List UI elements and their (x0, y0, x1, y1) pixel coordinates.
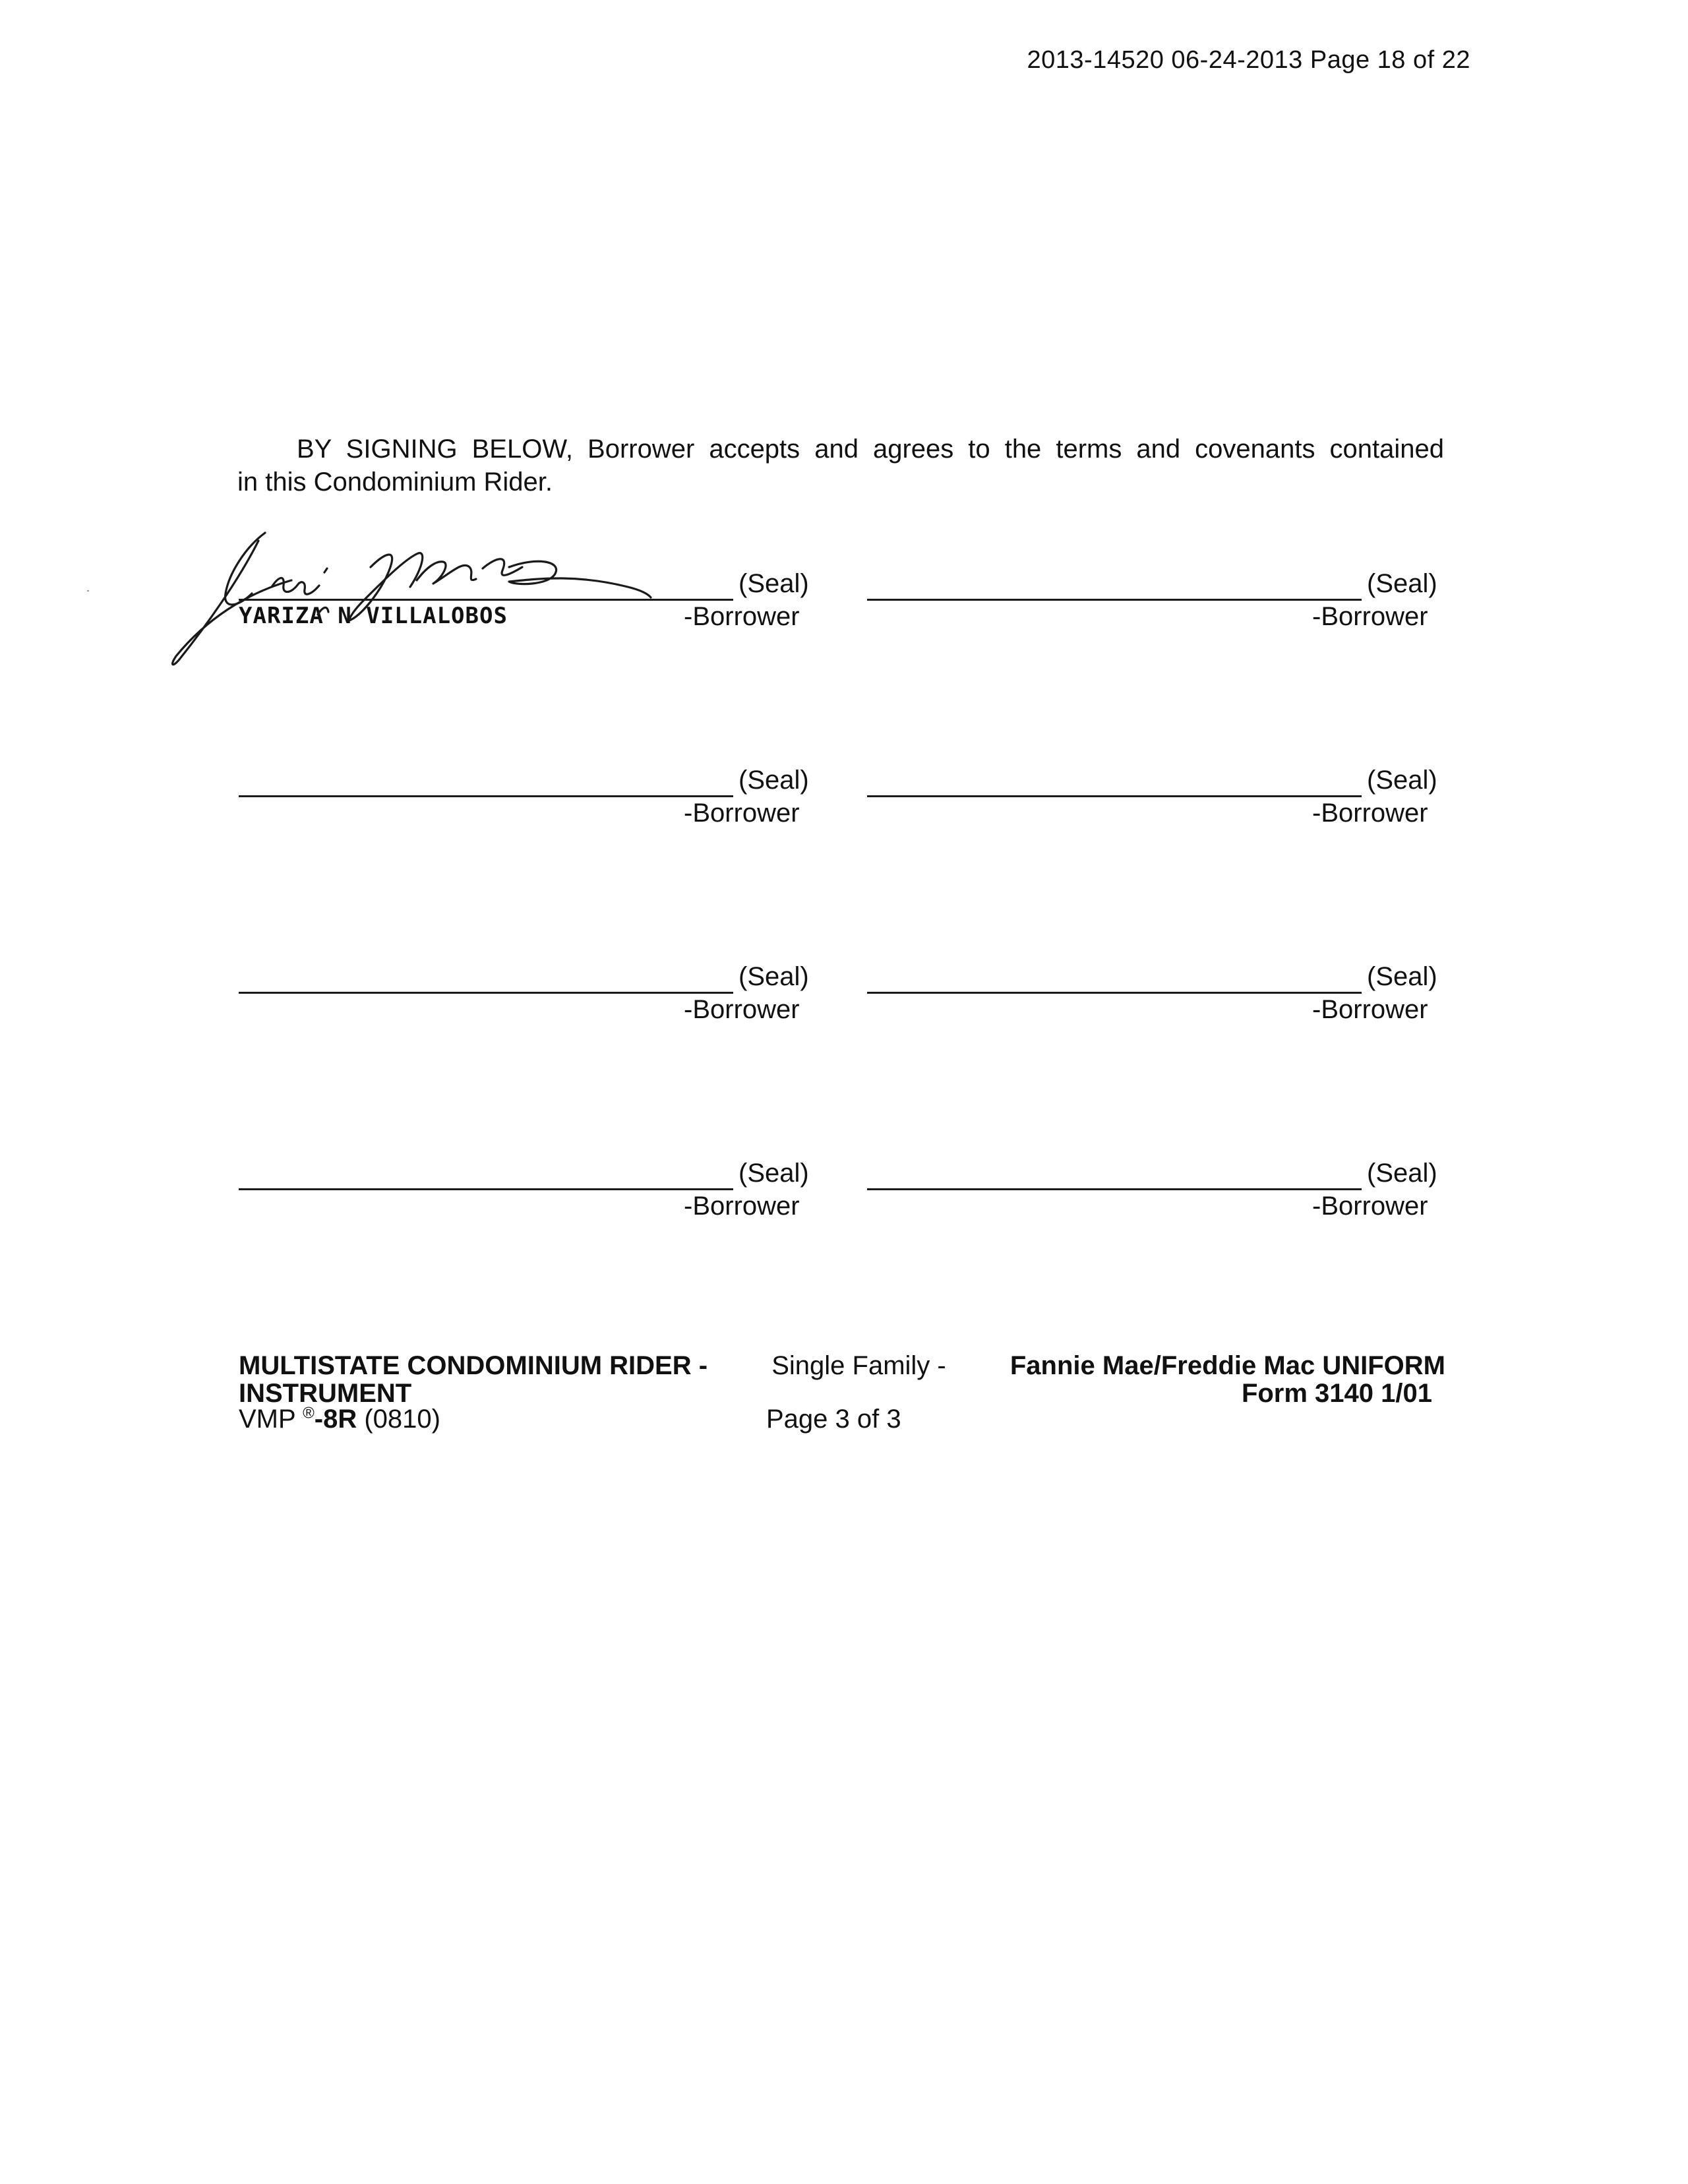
footer-vmp-code (239, 1406, 440, 1432)
footer-title-row (239, 1350, 1445, 1381)
footer-form-number: Form 3140 1/01 (1241, 1379, 1432, 1408)
signature-block-2 (867, 567, 1461, 640)
signature-line (239, 1188, 733, 1190)
seal-label: (Seal) (738, 569, 809, 598)
acceptance-line-2: in this Condominium Rider. (237, 468, 553, 497)
borrower-role-label: -Borrower (1312, 799, 1428, 828)
borrower-role-label: -Borrower (684, 799, 800, 828)
handwritten-signature (166, 521, 707, 673)
signature-line (867, 1188, 1362, 1190)
seal-label: (Seal) (1367, 962, 1437, 991)
signature-block-1 (239, 567, 832, 640)
signature-line (867, 795, 1362, 797)
seal-label: (Seal) (738, 766, 809, 795)
footer-instrument: INSTRUMENT (239, 1379, 412, 1408)
footer-uniform-label: Fannie Mae/Freddie Mac UNIFORM (1010, 1351, 1445, 1380)
vmp-prefix: VMP (239, 1405, 303, 1434)
vmp-revision: (0810) (357, 1405, 440, 1434)
signature-block-3 (239, 764, 832, 836)
borrower-role-label: -Borrower (1312, 602, 1428, 631)
seal-label: (Seal) (1367, 1159, 1437, 1188)
vmp-code: -8R (314, 1405, 357, 1434)
form-footer (239, 1350, 1445, 1436)
signer-printed-name: YARIZA N VILLALOBOS (239, 603, 508, 629)
borrower-role-label: -Borrower (1312, 995, 1428, 1024)
signature-line (239, 992, 733, 994)
seal-label: (Seal) (738, 1159, 809, 1188)
signature-line (867, 599, 1362, 601)
signature-block-6 (867, 960, 1461, 1033)
acceptance-statement (237, 433, 1444, 499)
registered-mark: ® (303, 1404, 315, 1422)
scan-speck (87, 590, 89, 592)
seal-label: (Seal) (738, 962, 809, 991)
footer-meta-row (239, 1406, 1445, 1436)
seal-label: (Seal) (1367, 766, 1437, 795)
borrower-role-label: -Borrower (684, 1192, 800, 1221)
signature-block-8 (867, 1157, 1461, 1229)
seal-label: (Seal) (1367, 569, 1437, 598)
signature-line (239, 795, 733, 797)
signature-block-4 (867, 764, 1461, 836)
signature-block-7 (239, 1157, 832, 1229)
footer-family-type: Single Family - (771, 1351, 946, 1380)
borrower-role-label: -Borrower (1312, 1192, 1428, 1221)
footer-instrument-row (239, 1381, 1445, 1406)
recording-stamp: 2013-14520 06-24-2013 Page 18 of 22 (1027, 46, 1470, 74)
footer-rider-title: MULTISTATE CONDOMINIUM RIDER - (239, 1351, 708, 1380)
signature-line (867, 992, 1362, 994)
borrower-role-label: -Borrower (684, 995, 800, 1024)
footer-page-number: Page 3 of 3 (766, 1405, 901, 1434)
borrower-role-label: -Borrower (684, 602, 800, 631)
acceptance-line-1: BY SIGNING BELOW, Borrower accepts and agrees to the terms and covenants contained (297, 435, 1444, 464)
signature-block-5 (239, 960, 832, 1033)
